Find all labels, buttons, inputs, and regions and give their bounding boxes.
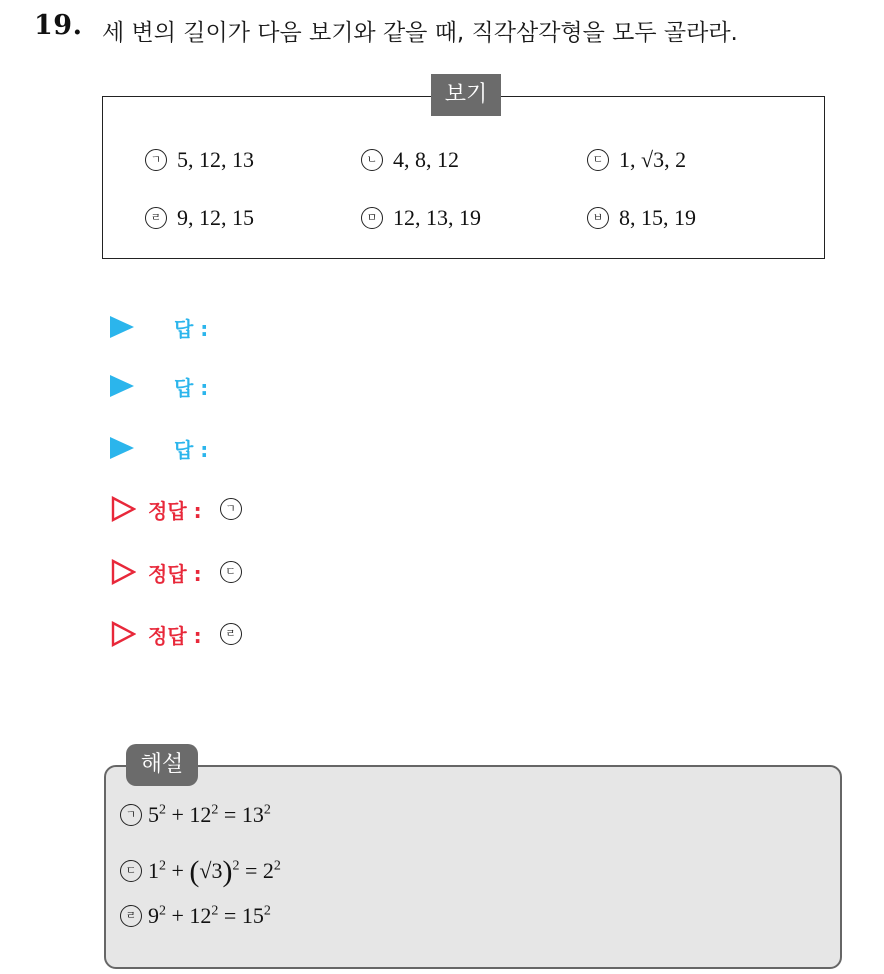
correct-mark: ㄷ (220, 561, 242, 583)
term-a: 1 (148, 858, 159, 883)
option-4 (145, 205, 254, 231)
correct-label: 정답 : (148, 561, 202, 586)
term-b: 12 (189, 903, 212, 928)
option-value: 5, 12, 13 (177, 147, 254, 172)
exponent: 2 (159, 858, 166, 874)
option-2 (361, 147, 459, 173)
term-c: 13 (241, 802, 264, 827)
option-value: 4, 8, 12 (393, 147, 459, 172)
answer-row-1[interactable] (110, 312, 208, 342)
option-value: 8, 15, 19 (619, 205, 696, 230)
play-icon (110, 437, 134, 459)
option-6 (587, 205, 696, 231)
correct-row-3 (110, 619, 242, 649)
triangle-outline-icon (110, 496, 136, 522)
plus-sign: + (171, 858, 184, 883)
term-c: 15 (241, 903, 264, 928)
option-value: 9, 12, 15 (177, 205, 254, 230)
option-mark: ㅁ (361, 207, 383, 229)
option-1 (145, 147, 254, 173)
option-mark: ㄹ (145, 207, 167, 229)
explanation-mark: ㄱ (120, 804, 142, 826)
answer-label: 답 : (174, 375, 209, 400)
correct-mark: ㄹ (220, 623, 242, 645)
correct-row-1 (110, 494, 242, 524)
explanation-mark: ㄹ (120, 905, 142, 927)
question-text: 세 변의 길이가 다음 보기와 같을 때, 직각삼각형을 모두 골라라. (102, 20, 738, 46)
option-mark: ㄱ (145, 149, 167, 171)
option-value: 12, 13, 19 (393, 205, 481, 230)
paren-close: ) (222, 855, 233, 888)
answer-label: 답 : (174, 437, 209, 462)
term-c: 2 (262, 858, 274, 883)
option-mark: ㅂ (587, 207, 609, 229)
bogi-box (102, 82, 825, 259)
term-a: 5 (148, 802, 159, 827)
option-mark: ㄷ (587, 149, 609, 171)
explanation-line-3 (120, 903, 271, 929)
correct-label: 정답 : (148, 498, 202, 523)
correct-mark: ㄱ (220, 498, 242, 520)
explanation-label: 해설 (126, 744, 198, 786)
exponent: 2 (211, 903, 219, 919)
explanation-line-1 (120, 802, 271, 828)
plus-sign: + (171, 903, 184, 928)
option-3 (587, 147, 686, 173)
exponent: 2 (159, 802, 166, 818)
term-b: √3 (199, 858, 223, 883)
explanation-line-2 (120, 852, 281, 886)
explanation-mark: ㄷ (120, 860, 142, 882)
correct-row-2 (110, 557, 242, 587)
exponent: 2 (232, 858, 240, 874)
equals-sign: = (223, 903, 237, 928)
option-5 (361, 205, 481, 231)
play-icon (110, 375, 134, 397)
triangle-outline-icon (110, 621, 136, 647)
exponent: 2 (263, 802, 271, 818)
option-mark: ㄴ (361, 149, 383, 171)
term-a: 9 (148, 903, 159, 928)
bogi-label: 보기 (431, 74, 501, 116)
paren-open: ( (189, 855, 200, 888)
equals-sign: = (223, 802, 237, 827)
exponent: 2 (159, 903, 166, 919)
answer-row-2[interactable] (110, 371, 208, 401)
exponent: 2 (273, 858, 281, 874)
play-icon (110, 316, 134, 338)
option-value: 1, √3, 2 (619, 147, 687, 172)
exponent: 2 (263, 903, 271, 919)
triangle-outline-icon (110, 559, 136, 585)
term-b: 12 (189, 802, 212, 827)
exponent: 2 (211, 802, 219, 818)
answer-row-3[interactable] (110, 433, 208, 463)
answer-label: 답 : (174, 316, 209, 341)
equals-sign: = (245, 858, 258, 883)
correct-label: 정답 : (148, 623, 202, 648)
plus-sign: + (171, 802, 184, 827)
question-number: 19. (34, 10, 83, 41)
